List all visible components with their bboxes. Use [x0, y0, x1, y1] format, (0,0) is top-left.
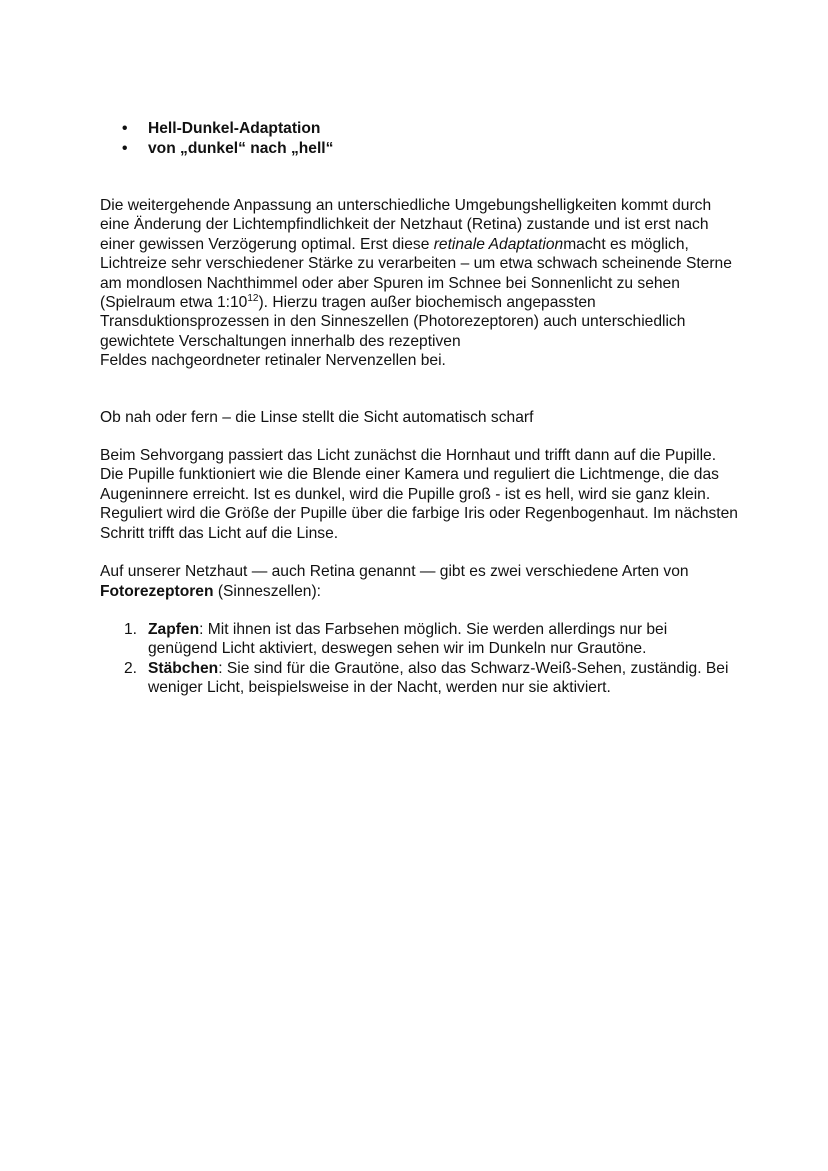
paragraph-photoreceptors: [100, 562, 740, 601]
paragraph-retinal-adaptation: [100, 196, 740, 371]
bullet-text: Hell-Dunkel-Adaptation: [148, 120, 321, 137]
list-text: : Sie sind für die Grautöne, also das Schwarz-Weiß-Sehen, zuständig. Bei weniger Licht, beispielsweise in der Nacht, werden nur sie aktiviert.: [148, 659, 729, 697]
bullet-text: von „dunkel“ nach „hell“: [148, 140, 334, 157]
section-heading-lens: Ob nah oder fern – die Linse stellt die Sicht automatisch scharf: [100, 408, 534, 426]
list-number: 1.: [124, 620, 138, 638]
bullet-icon: •: [122, 120, 128, 137]
paragraph-vision-process: Beim Sehvorgang passiert das Licht zunächst die Hornhaut und trifft dann auf die Pupille. Die Pupille funktioniert wie die Blende einer Kamera und reguliert die Lichtmenge, die das Augeninnere erreicht. Ist es dunkel, wird die Pupille groß - ist es hell, wird sie ganz klein. Reguliert wird die Größe der Pupille über die farbige Iris oder Regenbogenhaut. Im nächsten Schritt trifft das Licht auf die Linse.: [100, 447, 738, 542]
list-text: : Mit ihnen ist das Farbsehen möglich. Sie werden allerdings nur bei genügend Licht aktiviert, deswegen sehen wir im Dunkeln nur Grautöne.: [148, 620, 668, 658]
paragraph-text: macht es möglich, Lichtreize sehr verschiedener Stärke zu verarbeiten – um etwa schwach scheinende Sterne am mondlosen Nachthimmel oder aber Spuren im Schnee bei Sonnenlicht zu sehen (Spielraum etwa 1:10: [100, 235, 732, 312]
bullet-item: [100, 119, 740, 139]
bullet-item: [100, 139, 740, 159]
list-term: Zapfen: [148, 620, 200, 638]
document-page: [100, 119, 740, 698]
list-item-zapfen: [100, 620, 740, 659]
bold-term: Fotorezeptoren: [100, 582, 214, 600]
superscript-exponent: 12: [247, 293, 259, 305]
bullet-icon: •: [122, 140, 128, 157]
paragraph-text: (Sinneszellen):: [213, 582, 321, 600]
list-item-staebchen: [100, 659, 740, 698]
paragraph-text: ). Hierzu tragen außer biochemisch angepassten Transduktionsprozessen in den Sinneszellen (Photorezeptoren) auch unterschiedlich gewichtete Verschaltungen innerhalb des rezeptiven: [100, 294, 686, 350]
list-term: Stäbchen: [148, 659, 219, 677]
paragraph-text: Die weitergehende Anpassung an unterschiedliche Umgebungshelligkeiten kommt durch eine Änderung der Lichtempfindlichkeit der Netzhaut (Retina) zustande und ist erst nach einer gewissen Verzögerung optimal. Erst diese: [100, 197, 712, 253]
numbered-list: [100, 620, 740, 698]
paragraph-text: Auf unserer Netzhaut — auch Retina genannt — gibt es zwei verschiedene Arten von: [100, 563, 689, 581]
paragraph-text: Feldes nachgeordneter retinaler Nervenzellen bei.: [100, 352, 446, 370]
list-number: 2.: [124, 659, 138, 677]
bullet-list: [100, 119, 740, 159]
italic-term: retinale Adaptation: [433, 235, 564, 253]
